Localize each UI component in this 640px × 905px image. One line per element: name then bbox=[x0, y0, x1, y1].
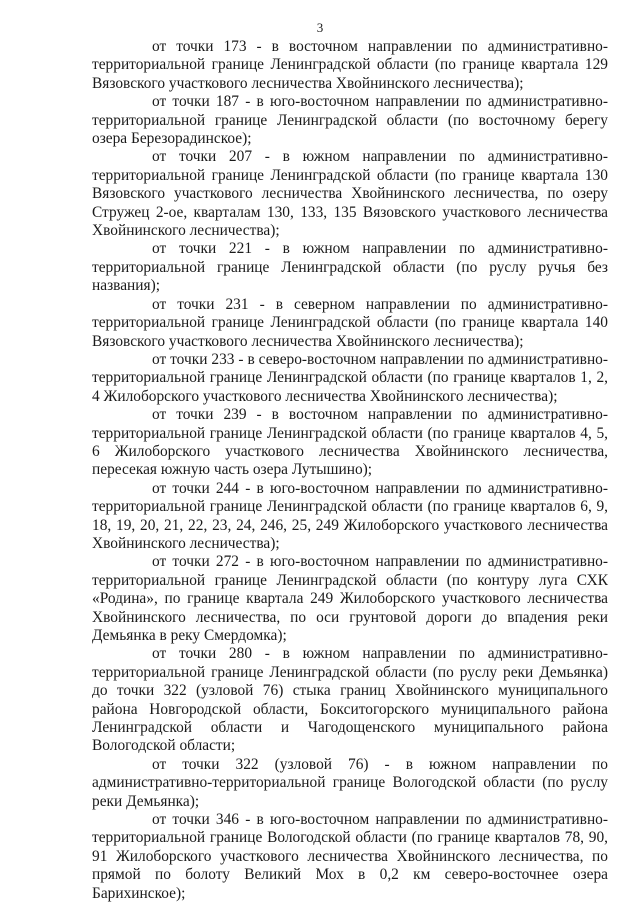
boundary-paragraph-point-231: от точки 231 - в северном направлении по административно-территориальной границе Ленинградской области (по границе квартала 140 Вязовского участкового лесничества Хвойнинского лесничества); bbox=[92, 295, 608, 350]
boundary-paragraph-point-207: от точки 207 - в южном направлении по административно-территориальной границе Ленинградской области (по границе квартала 130 Вязовского участкового лесничества Хвойнинского лесничества, по озеру Стружец 2-ое, кварталам 130, 133, 135 Вязовского участкового лесничества Хвойнинского лесничества); bbox=[92, 148, 608, 240]
document-body bbox=[92, 38, 608, 903]
boundary-paragraph-point-187: от точки 187 - в юго-восточном направлении по административно-территориальной границе Ленинградской области (по восточному берегу озера Березорадинское); bbox=[92, 93, 608, 148]
boundary-paragraph-point-239: от точки 239 - в восточном направлении по административно-территориальной границе Ленинградской области (по границе кварталов 4, 5, 6 Жилоборского участкового лесничества Хвойнинского лесничества, пересекая южную часть озера Лутышино); bbox=[92, 406, 608, 479]
boundary-paragraph-point-244: от точки 244 - в юго-восточном направлении по административно-территориальной границе Ленинградской области (по границе кварталов 6, 9, 18, 19, 20, 21, 22, 23, 24, 246, 25, 249 Жилоборского участкового лесничества Хвойнинского лесничества); bbox=[92, 479, 608, 552]
boundary-paragraph-point-272: от точки 272 - в юго-восточном направлении по административно-территориальной границе Ленинградской области (по контуру луга СХК «Родина», по границе квартала 249 Жилоборского участкового лесничества Хвойнинского лесничества, по оси грунтовой дороги до впадения реки Демьянка в реку Смердомка); bbox=[92, 553, 608, 644]
boundary-paragraph-point-346: от точки 346 - в юго-восточном направлении по административно-территориальной границе Вологодской области (по границе кварталов 78, 90, 91 Жилоборского участкового лесничества Хвойнинского лесничества, по прямой по болоту Великий Мох в 0,2 км северо-восточнее озера Барихинское); bbox=[92, 811, 608, 902]
boundary-paragraph-point-221: от точки 221 - в южном направлении по административно-территориальной границе Ленинградской области (по руслу ручья без названия); bbox=[92, 240, 608, 295]
page-number: 3 bbox=[316, 20, 324, 35]
boundary-paragraph-point-233: от точки 233 - в северо-восточном направлении по административно-территориальной границе Ленинградской области (по границе кварталов 1, 2, 4 Жилоборского участкового лесничества Хвойнинского лесничества); bbox=[92, 350, 608, 405]
boundary-paragraph-point-173: от точки 173 - в восточном направлении по административно-территориальной границе Ленинградской области (по границе квартала 129 Вязовского участкового лесничества Хвойнинского лесничества); bbox=[92, 38, 608, 92]
boundary-paragraph-point-322: от точки 322 (узловой 76) - в южном направлении по административно-территориальной границе Вологодской области (по руслу реки Демьянка); bbox=[92, 755, 608, 810]
boundary-paragraph-point-280: от точки 280 - в южном направлении по административно-территориальной границе Ленинградской области (по руслу реки Демьянка) до точки 322 (узловой 76) стыка границ Хвойнинского муниципального района Новгородской области, Бокситогорского муниципального района Ленинградской области и Чагодощенского муниципального района Вологодской области; bbox=[92, 645, 608, 755]
